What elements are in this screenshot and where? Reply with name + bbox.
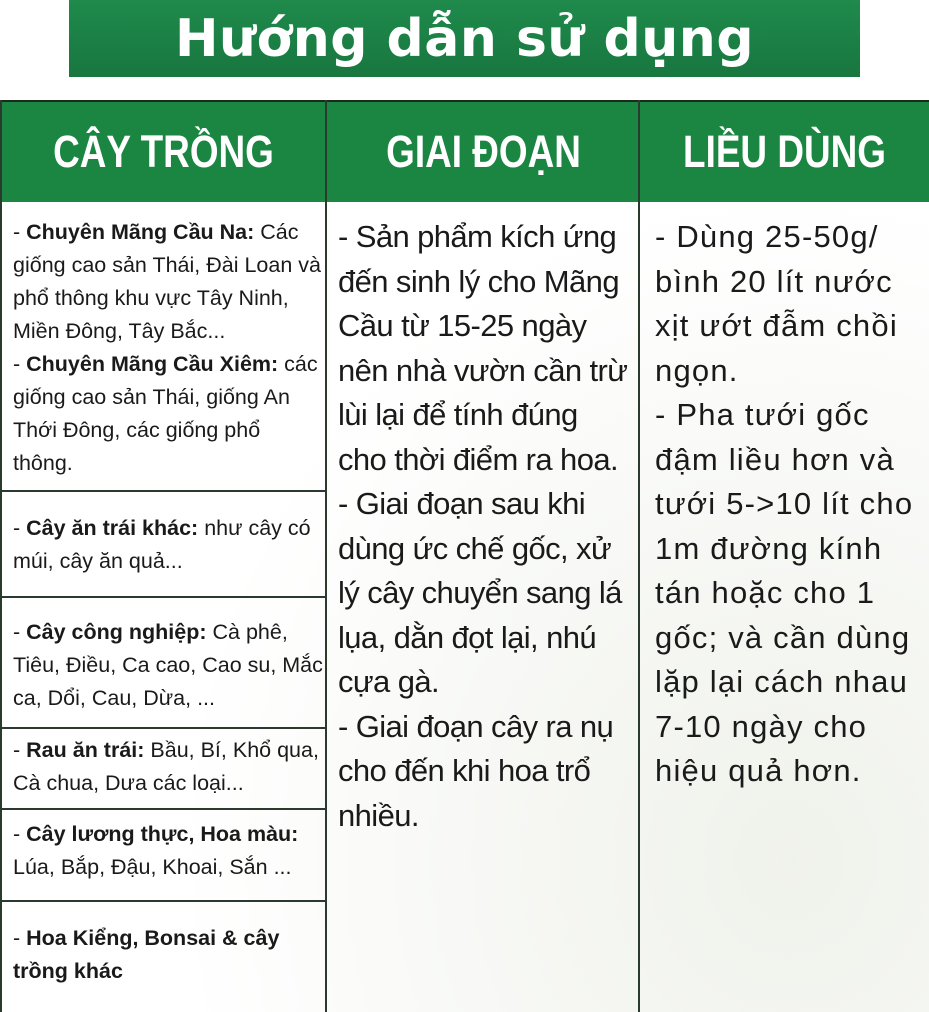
dosage-paragraph: - Pha tưới gốc đậm liều hơn và tưới 5->10 lít cho 1m đường kính tán hoặc cho 1 gốc; và cần dùng lặp lại cách nhau 7-10 ngày cho hiệu quả hơn. xyxy=(655,397,914,788)
crop-item-prefix: - xyxy=(13,352,27,376)
stage-paragraph: - Giai đoạn sau khi dùng ức chế gốc, xử lý cây chuyển sang lá lụa, dằn đọt lại, nhú cựa gà. xyxy=(338,486,622,699)
crop-item-label: Chuyên Mãng Cầu Na: xyxy=(26,220,255,244)
crop-item-desc: như cây có múi, cây ăn quả... xyxy=(13,516,311,573)
table-header-row xyxy=(0,100,929,202)
crop-item-desc: Các giống cao sản Thái, Đài Loan và phổ thông khu vực Tây Ninh, Miền Đông, Tây Bắc... xyxy=(13,220,321,343)
header-dosage: LIỀU DÙNG xyxy=(683,126,886,177)
stage-paragraph: - Sản phẩm kích ứng đến sinh lý cho Mãng Cầu từ 15-25 ngày nên nhà vườn cần trừ lùi lại để tính đúng cho thời điểm ra hoa. xyxy=(338,219,628,477)
crop-item-label: Cây lương thực, Hoa màu: xyxy=(26,822,299,846)
usage-table xyxy=(0,100,929,1012)
dosage-paragraph: - Dùng 25-50g/ bình 20 lít nước xịt ướt đẫm chồi ngọn. xyxy=(655,219,898,388)
header-crop: CÂY TRỒNG xyxy=(53,126,274,177)
title-banner xyxy=(69,0,860,77)
crop-item-prefix: - xyxy=(13,220,27,244)
crop-row-industrial xyxy=(2,598,325,729)
crop-item-label: Chuyên Mãng Cầu Xiêm: xyxy=(26,352,279,376)
crop-item-desc: Cà phê, Tiêu, Điều, Ca cao, Cao su, Mắc ca, Dổi, Cau, Dừa, ... xyxy=(13,620,323,710)
crop-row-food-crops xyxy=(2,810,325,902)
crop-item-label: Hoa Kiểng, Bonsai & cây trồng khác xyxy=(13,926,280,983)
crop-item-desc: Lúa, Bắp, Đậu, Khoai, Sắn ... xyxy=(13,855,292,879)
crop-item-desc: Bầu, Bí, Khổ qua, Cà chua, Dưa các loại... xyxy=(13,738,319,795)
crop-row-fruit-trees xyxy=(2,492,325,598)
crop-item-prefix: - xyxy=(13,822,27,846)
crop-item-prefix: - xyxy=(13,620,27,644)
crop-row-vegetables xyxy=(2,729,325,810)
column-divider-1 xyxy=(325,100,327,1012)
crop-row-ornamentals xyxy=(2,902,325,1012)
column-divider-2 xyxy=(638,100,640,1012)
crop-row-custard-apple xyxy=(2,202,325,492)
stage-paragraph: - Giai đoạn cây ra nụ cho đến khi hoa trổ nhiều. xyxy=(338,708,614,833)
crop-item-prefix: - xyxy=(13,926,27,950)
crop-item-label: Cây ăn trái khác: xyxy=(26,516,199,540)
crop-item-label: Cây công nghiệp: xyxy=(26,620,207,644)
page-title: Hướng dẫn sử dụng xyxy=(174,8,755,69)
stage-column xyxy=(338,215,628,838)
crop-item-desc: các giống cao sản Thái, giống An Thới Đông, các giống phổ thông. xyxy=(13,352,318,475)
crop-item-prefix: - xyxy=(13,738,27,762)
crop-item-label: Rau ăn trái: xyxy=(26,738,145,762)
dosage-column xyxy=(655,215,925,794)
crop-item-prefix: - xyxy=(13,516,27,540)
header-stage: GIAI ĐOẠN xyxy=(386,126,581,177)
